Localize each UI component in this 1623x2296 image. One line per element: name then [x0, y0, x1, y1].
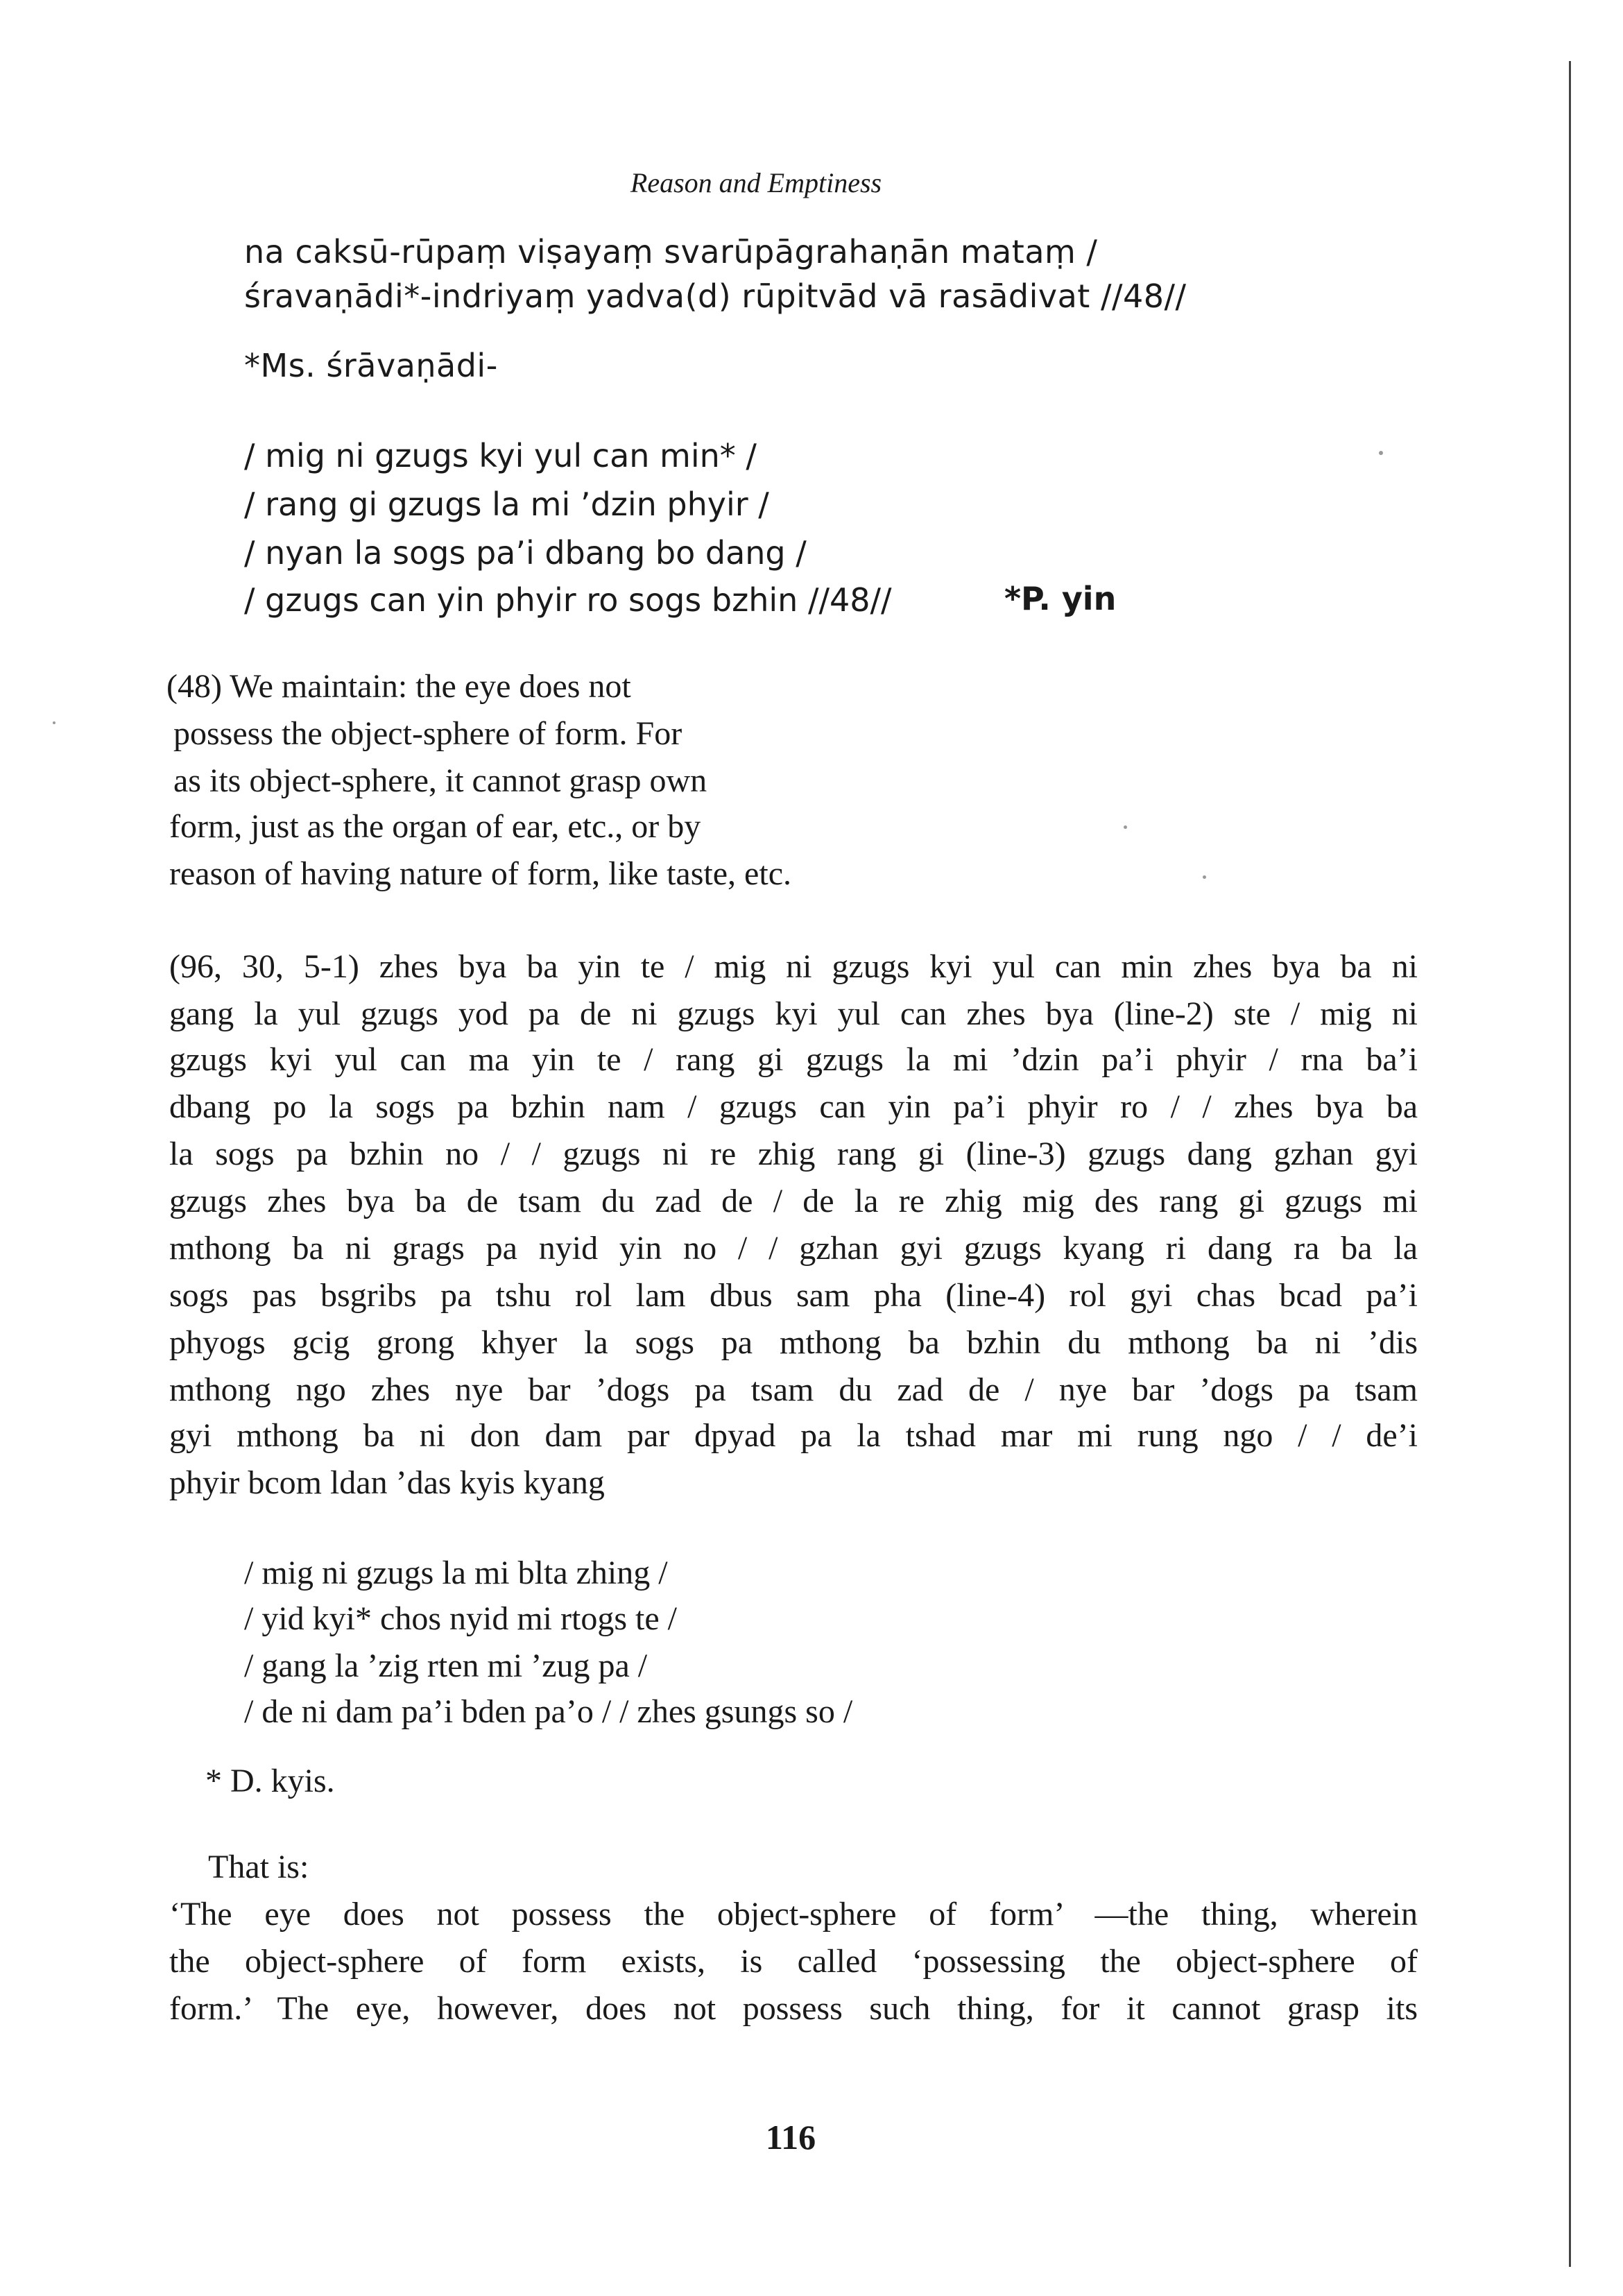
quote-verse-note: * D. kyis. — [205, 1763, 335, 1799]
commentary-line-7: mthong ba ni grags pa nyid yin no / / gzhan gyi gzugs kyang ri dang ra ba la — [169, 1230, 1418, 1267]
sanskrit-line-2: śravaṇādi*-indriyaṃ yadva(d) rūpitvād vā rasādivat //48// — [244, 277, 1187, 315]
scan-speck — [1203, 875, 1206, 879]
scan-speck — [53, 721, 55, 724]
scan-speck — [1124, 825, 1127, 829]
binding-edge-line — [1569, 61, 1571, 2267]
running-header: Reason and Emptiness — [630, 167, 882, 198]
tibetan-verse-line-1: / mig ni gzugs kyi yul can min* / — [244, 437, 757, 474]
explanation-line-2: the object-sphere of form exists, is called ‘possessing the object-sphere of — [169, 1943, 1418, 1980]
commentary-line-4: dbang po la sogs pa bzhin nam / gzugs can yin pa’i phyir ro / / zhes bya ba — [169, 1088, 1418, 1125]
translation-line-5: reason of having nature of form, like taste, etc. — [169, 855, 791, 892]
commentary-line-5: la sogs pa bzhin no / / gzugs ni re zhig rang gi (line-3) gzugs dang gzhan gyi — [169, 1136, 1418, 1172]
translation-line-3: as its object-sphere, it cannot grasp own — [173, 762, 707, 799]
commentary-line-2: gang la yul gzugs yod pa de ni gzugs kyi yul can zhes bya (line-2) ste / mig ni — [169, 995, 1418, 1032]
commentary-line-12: phyir bcom ldan ’das kyis kyang — [169, 1464, 605, 1501]
quote-verse-line-2: / yid kyi* chos nyid mi rtogs te / — [244, 1600, 677, 1637]
commentary-line-9: phyogs gcig grong khyer la sogs pa mthong ba bzhin du mthong ba ni ’dis — [169, 1324, 1418, 1361]
explanation-line-3: form.’ The eye, however, does not possess such thing, for it cannot grasp its — [169, 1990, 1418, 2027]
commentary-line-11: gyi mthong ba ni don dam par dpyad pa la tshad mar mi rung ngo / / de’i — [169, 1417, 1418, 1454]
explanation-intro: That is: — [208, 1849, 309, 1885]
tibetan-verse-line-3: / nyan la sogs pa’i dbang bo dang / — [244, 534, 807, 572]
scan-speck — [1379, 451, 1383, 455]
tibetan-verse-note: *P. yin — [1004, 580, 1117, 617]
commentary-line-10: mthong ngo zhes nye bar ’dogs pa tsam du zad de / nye bar ’dogs pa tsam — [169, 1371, 1418, 1408]
translation-line-1: (48) We maintain: the eye does not — [166, 668, 631, 705]
explanation-line-1: ‘The eye does not possess the object-sphere of form’ —the thing, wherein — [169, 1896, 1418, 1933]
quote-verse-line-3: / gang la ’zig rten mi ’zug pa / — [244, 1647, 648, 1684]
page-number: 116 — [765, 2118, 816, 2157]
quote-verse-line-1: / mig ni gzugs la mi blta zhing / — [244, 1554, 668, 1591]
tibetan-verse-line-4: / gzugs can yin phyir ro sogs bzhin //48// — [244, 581, 892, 619]
commentary-line-6: gzugs zhes bya ba de tsam du zad de / de la re zhig mig des rang gi gzugs mi — [169, 1183, 1418, 1219]
quote-verse-line-4: / de ni dam pa’i bden pa’o / / zhes gsungs so / — [244, 1693, 853, 1730]
translation-line-4: form, just as the organ of ear, etc., or by — [169, 808, 701, 845]
sanskrit-line-1: na caksū-rūpaṃ viṣayaṃ svarūpāgrahaṇān mataṃ / — [244, 233, 1098, 271]
translation-line-2: possess the object-sphere of form. For — [173, 715, 682, 752]
commentary-line-8: sogs pas bsgribs pa tshu rol lam dbus sam pha (line-4) rol gyi chas bcad pa’i — [169, 1277, 1418, 1314]
sanskrit-note: *Ms. śrāvaṇādi- — [244, 347, 498, 384]
tibetan-verse-line-2: / rang gi gzugs la mi ’dzin phyir / — [244, 486, 769, 523]
commentary-line-1: (96, 30, 5-1) zhes bya ba yin te / mig ni gzugs kyi yul can min zhes bya ba ni — [169, 948, 1418, 985]
commentary-line-3: gzugs kyi yul can ma yin te / rang gi gzugs la mi ’dzin pa’i phyir / rna ba’i — [169, 1041, 1418, 1078]
